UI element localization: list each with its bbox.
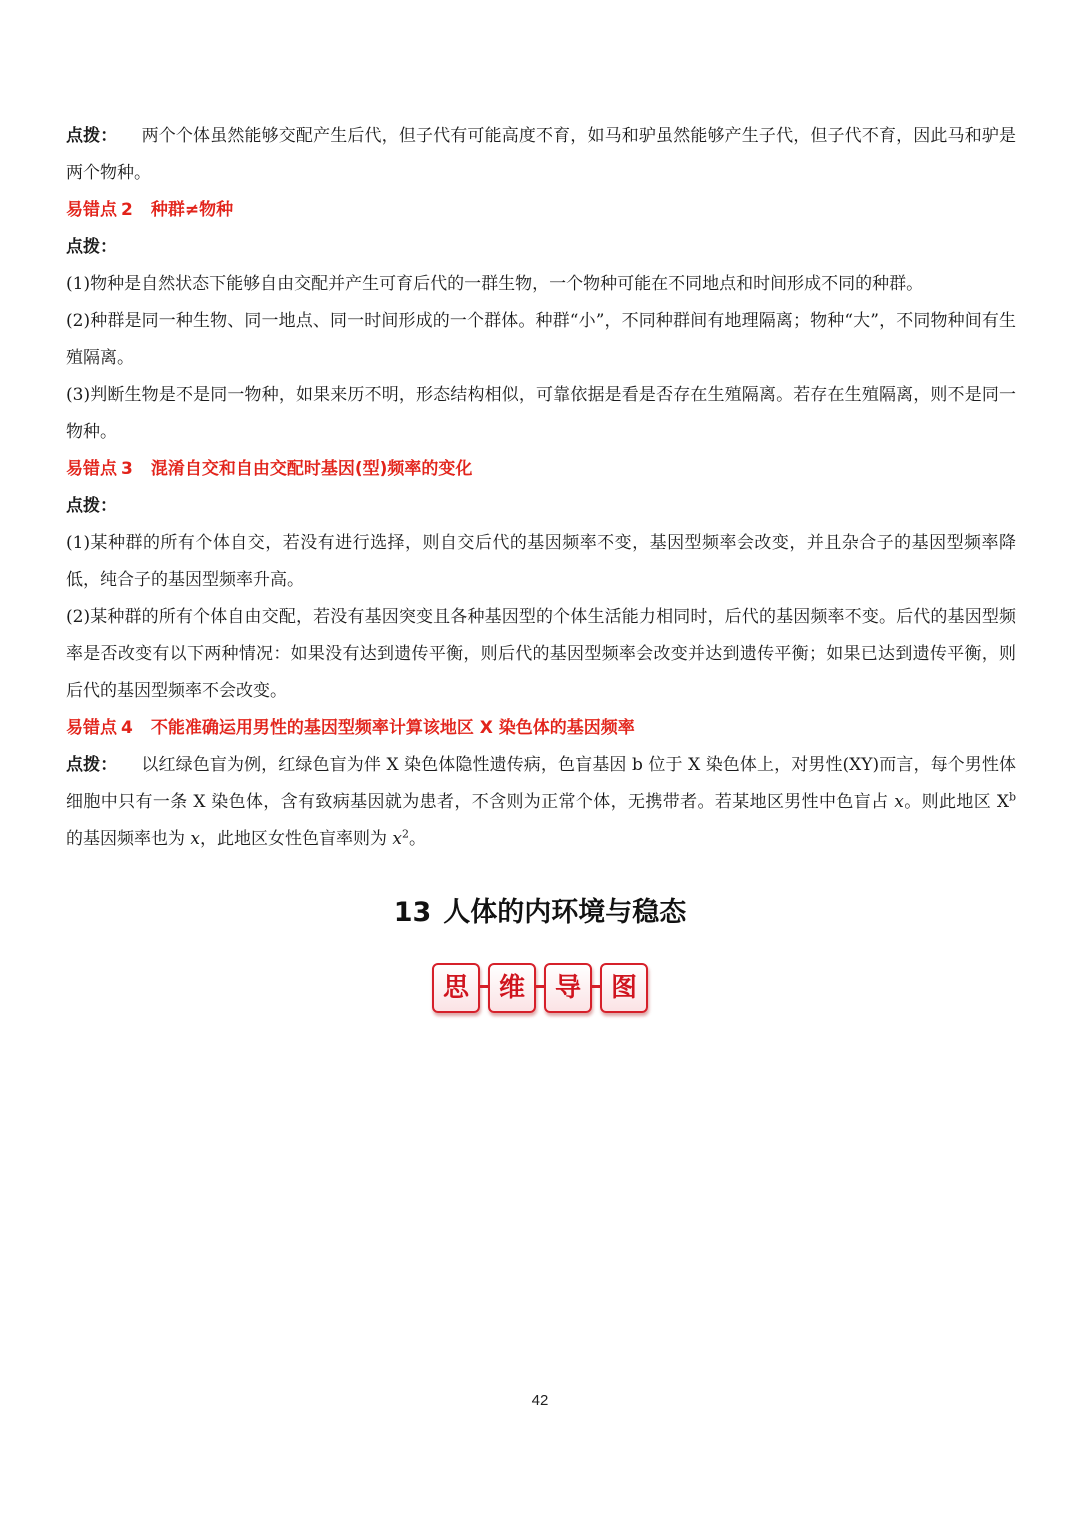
tip-label: 点拨： (66, 126, 118, 146)
superscript-2: 2 (402, 827, 409, 841)
tip-text-a: 以红绿色盲为例，红绿色盲为伴 X 染色体隐性遗传病，色盲基因 b 位于 X 染色体上，对男性(XY)而言，每个男性体细胞中只有一条 X 染色体，含有致病基因就为患者，不含则为正常个体，无携带者。若某地区男性中色盲占 (66, 755, 1016, 812)
tip-paragraph-1 (66, 118, 1016, 192)
heading-label: 易错点 (66, 718, 117, 738)
tip-item-3-1: (1)某种群的所有个体自交，若没有进行选择，则自交后代的基因频率不变，基因型频率会改变，并且杂合子的基因型频率降低，纯合子的基因型频率升高。 (66, 533, 1016, 590)
tip-item-2-3: (3)判断生物是不是同一物种，如果来历不明，形态结构相似，可靠依据是看是否存在生殖隔离。若存在生殖隔离，则不是同一物种。 (66, 385, 1016, 442)
badge-char-1: 思 (432, 963, 480, 1013)
heading-title: 种群≠物种 (150, 200, 234, 220)
error-point-heading-3 (66, 451, 1016, 488)
main-content (66, 118, 1016, 858)
heading-title: 混淆自交和自由交配时基因(型)频率的变化 (150, 459, 473, 479)
variable-x: x (190, 829, 200, 849)
error-point-heading-4 (66, 710, 1016, 747)
heading-number: 2 (121, 200, 133, 220)
heading-label: 易错点 (66, 200, 117, 220)
heading-number: 4 (121, 718, 133, 738)
chapter-title (0, 890, 1080, 929)
tip-item-2-2: (2)种群是同一种生物、同一地点、同一时间形成的一个群体。种群“小”，不同种群间有地理隔离；物种“大”，不同物种间有生殖隔离。 (66, 311, 1016, 368)
tip-text: 两个个体虽然能够交配产生后代，但子代有可能高度不育，如马和驴虽然能够产生子代，但子代不育，因此马和驴是两个物种。 (66, 126, 1017, 183)
tip-item-3-2: (2)某种群的所有个体自由交配，若没有基因突变且各种基因型的个体生活能力相同时，后代的基因频率不变。后代的基因型频率是否改变有以下两种情况：如果没有达到遗传平衡，则后代的基因型频率会改变并达到遗传平衡；如果已达到遗传平衡，则后代的基因型频率不会改变。 (66, 607, 1016, 701)
heading-title: 不能准确运用男性的基因型频率计算该地区 X 染色体的基因频率 (150, 718, 635, 738)
heading-label: 易错点 (66, 459, 117, 479)
tip-item-2-1: (1)物种是自然状态下能够自由交配并产生可育后代的一群生物，一个物种可能在不同地点和时间形成不同的种群。 (66, 274, 924, 294)
page-number: 42 (531, 1392, 549, 1409)
tip-label-line-2 (66, 229, 1016, 266)
tip-text-e: 。 (409, 829, 426, 849)
superscript-b: b (1008, 790, 1016, 804)
tip-label: 点拨： (66, 496, 117, 516)
badge-char-3: 导 (544, 963, 592, 1013)
variable-x: x (392, 829, 402, 849)
mind-map-badge (432, 963, 652, 1015)
tip-paragraph-4 (66, 747, 1016, 858)
badge-char-2: 维 (488, 963, 536, 1013)
error-point-heading-2 (66, 192, 1016, 229)
chapter-number: 13 (393, 897, 432, 928)
tip-label-line-3 (66, 488, 1016, 525)
tip-text-c: 的基因频率也为 (66, 829, 191, 849)
tip-text-d: ，此地区女性色盲率则为 (200, 829, 393, 849)
tip-label: 点拨： (66, 755, 118, 775)
tip-label: 点拨： (66, 237, 117, 257)
variable-x: x (894, 792, 904, 812)
badge-char-4: 图 (600, 963, 648, 1013)
chapter-name: 人体的内环境与稳态 (443, 897, 687, 928)
heading-number: 3 (121, 459, 133, 479)
tip-text-b: 。则此地区 X (903, 792, 1009, 812)
